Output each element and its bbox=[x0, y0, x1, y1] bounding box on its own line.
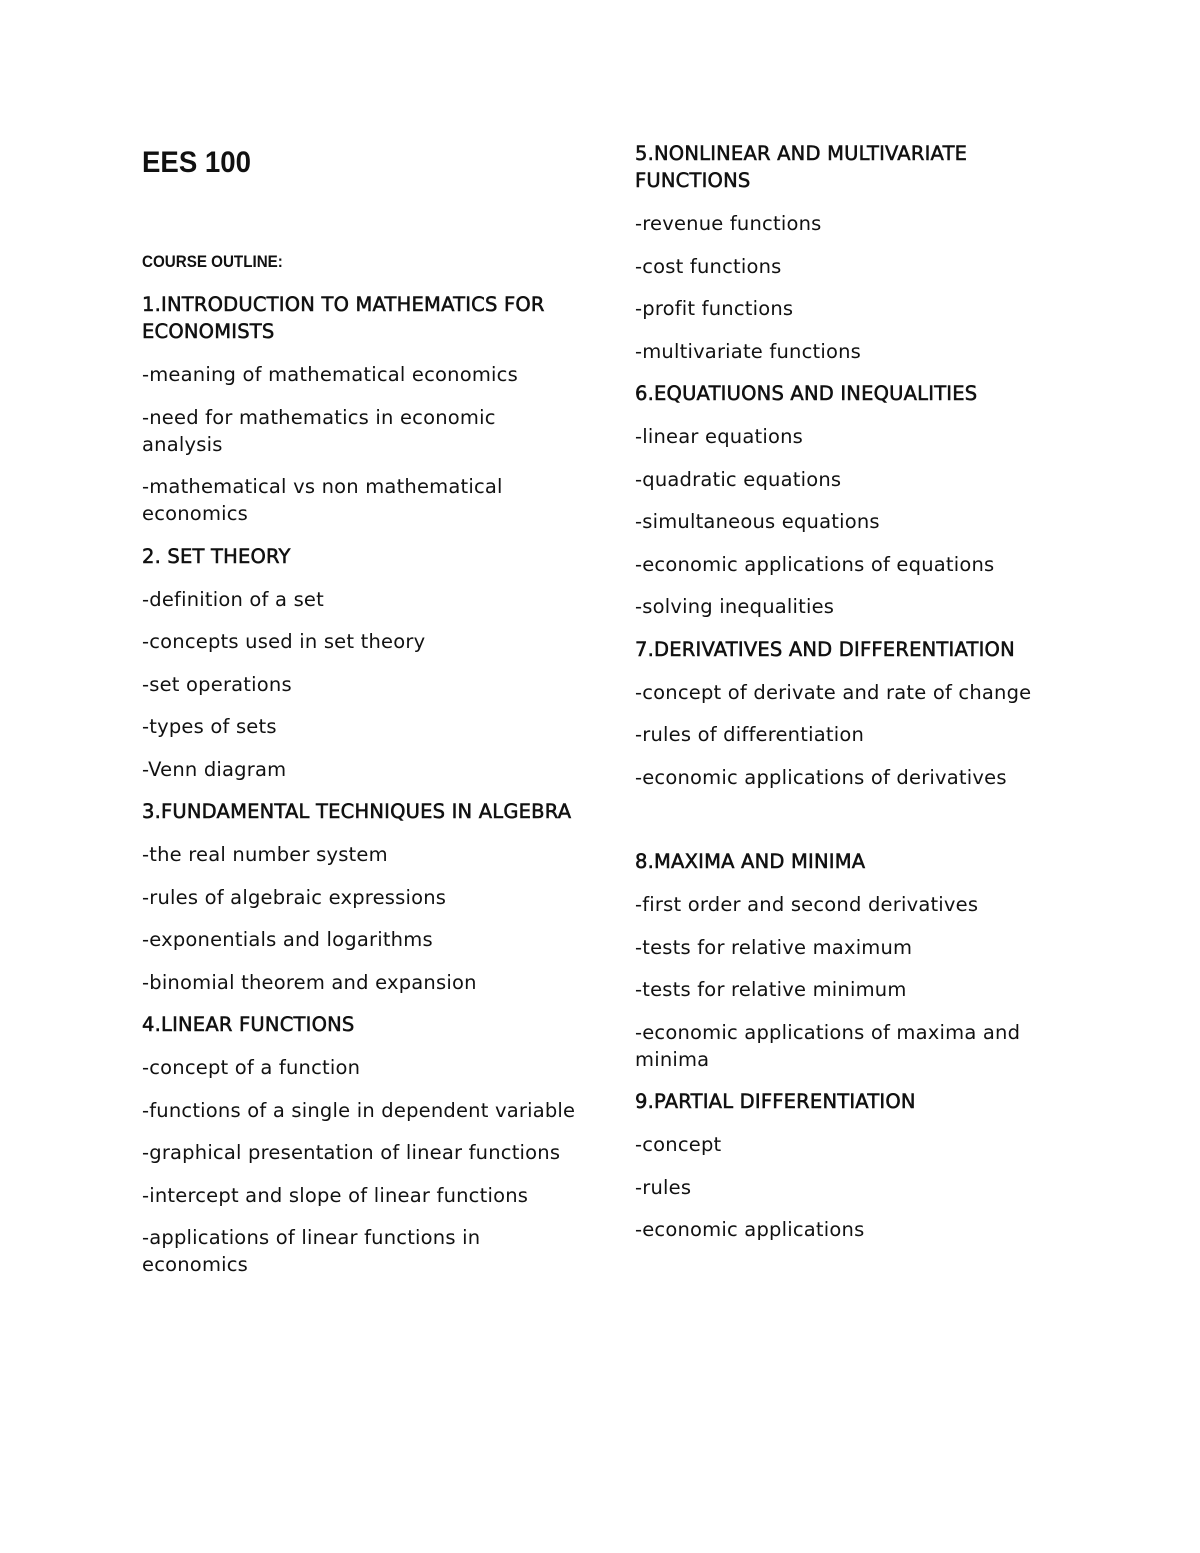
list-item: -tests for relative minimum bbox=[635, 978, 907, 1001]
list-item: -exponentials and logarithms bbox=[142, 928, 433, 951]
list-item: -cost functions bbox=[635, 254, 782, 278]
list-item: -need for mathematics in economic analysis bbox=[142, 405, 496, 456]
list-item: -quadratic equations bbox=[635, 467, 842, 491]
list-item: -meaning of mathematical economics bbox=[142, 363, 518, 386]
list-item: -intercept and slope of linear functions bbox=[142, 1183, 529, 1207]
section-maxima-minima bbox=[635, 848, 1075, 1073]
document-title: EES 100 bbox=[142, 146, 251, 179]
list-item: -the real number system bbox=[142, 843, 388, 866]
section-partial-differentiation bbox=[635, 1088, 1075, 1243]
section-heading: 2. SET THEORY bbox=[142, 544, 291, 568]
list-item: -simultaneous equations bbox=[635, 510, 880, 533]
list-item: -Venn diagram bbox=[142, 757, 287, 781]
section-linear-functions bbox=[142, 1011, 582, 1278]
list-item: -functions of a single in dependent variable bbox=[142, 1098, 576, 1122]
section-introduction bbox=[142, 291, 582, 527]
list-item: -rules of algebraic expressions bbox=[142, 885, 447, 909]
section-heading: 5.NONLINEAR AND MULTIVARIATE FUNCTIONS bbox=[635, 142, 968, 192]
section-heading: 8.MAXIMA AND MINIMA bbox=[635, 850, 866, 873]
section-heading: 7.DERIVATIVES AND DIFFERENTIATION bbox=[635, 637, 1015, 661]
list-item: -concepts used in set theory bbox=[142, 630, 426, 653]
list-item: -profit functions bbox=[635, 297, 794, 320]
list-item: -binomial theorem and expansion bbox=[142, 970, 477, 994]
list-item: -economic applications bbox=[635, 1218, 865, 1241]
list-item: -linear equations bbox=[635, 425, 803, 448]
left-column bbox=[142, 291, 582, 1294]
list-item: -tests for relative maximum bbox=[635, 935, 913, 959]
list-item: -mathematical vs non mathematical economics bbox=[142, 475, 503, 525]
list-item: -solving inequalities bbox=[635, 595, 835, 618]
section-derivatives bbox=[635, 636, 1075, 791]
list-item: -rules of differentiation bbox=[635, 723, 865, 746]
section-equations bbox=[635, 380, 1075, 620]
list-item: -economic applications of maxima and minima bbox=[635, 1020, 1021, 1071]
list-item: -types of sets bbox=[142, 715, 277, 738]
list-item: -revenue functions bbox=[635, 212, 822, 235]
list-item: -concept bbox=[635, 1133, 722, 1156]
section-heading: 4.LINEAR FUNCTIONS bbox=[142, 1013, 355, 1036]
list-item: -graphical presentation of linear functions bbox=[142, 1141, 561, 1164]
section-set-theory bbox=[142, 543, 582, 783]
right-column bbox=[635, 140, 1075, 1259]
section-algebra bbox=[142, 798, 582, 996]
section-heading: 3.FUNDAMENTAL TECHNIQUES IN ALGEBRA bbox=[142, 800, 572, 823]
section-heading: 1.INTRODUCTION TO MATHEMATICS FOR ECONOMISTS bbox=[142, 293, 545, 343]
section-heading: 6.EQUATIUONS AND INEQUALITIES bbox=[635, 382, 978, 405]
list-item: -rules bbox=[635, 1175, 692, 1199]
list-item: -first order and second derivatives bbox=[635, 893, 979, 916]
section-heading: 9.PARTIAL DIFFERENTIATION bbox=[635, 1090, 916, 1113]
list-item: -concept of a function bbox=[142, 1056, 361, 1079]
list-item: -multivariate functions bbox=[635, 339, 862, 363]
section-nonlinear-functions bbox=[635, 140, 1075, 365]
blank-line bbox=[635, 806, 1075, 848]
course-outline-label: COURSE OUTLINE: bbox=[142, 253, 283, 271]
list-item: -set operations bbox=[142, 672, 292, 696]
list-item: -definition of a set bbox=[142, 587, 324, 611]
list-item: -concept of derivate and rate of change bbox=[635, 680, 1032, 704]
list-item: -applications of linear functions in economics bbox=[142, 1226, 481, 1276]
list-item: -economic applications of derivatives bbox=[635, 765, 1007, 789]
list-item: -economic applications of equations bbox=[635, 552, 995, 576]
